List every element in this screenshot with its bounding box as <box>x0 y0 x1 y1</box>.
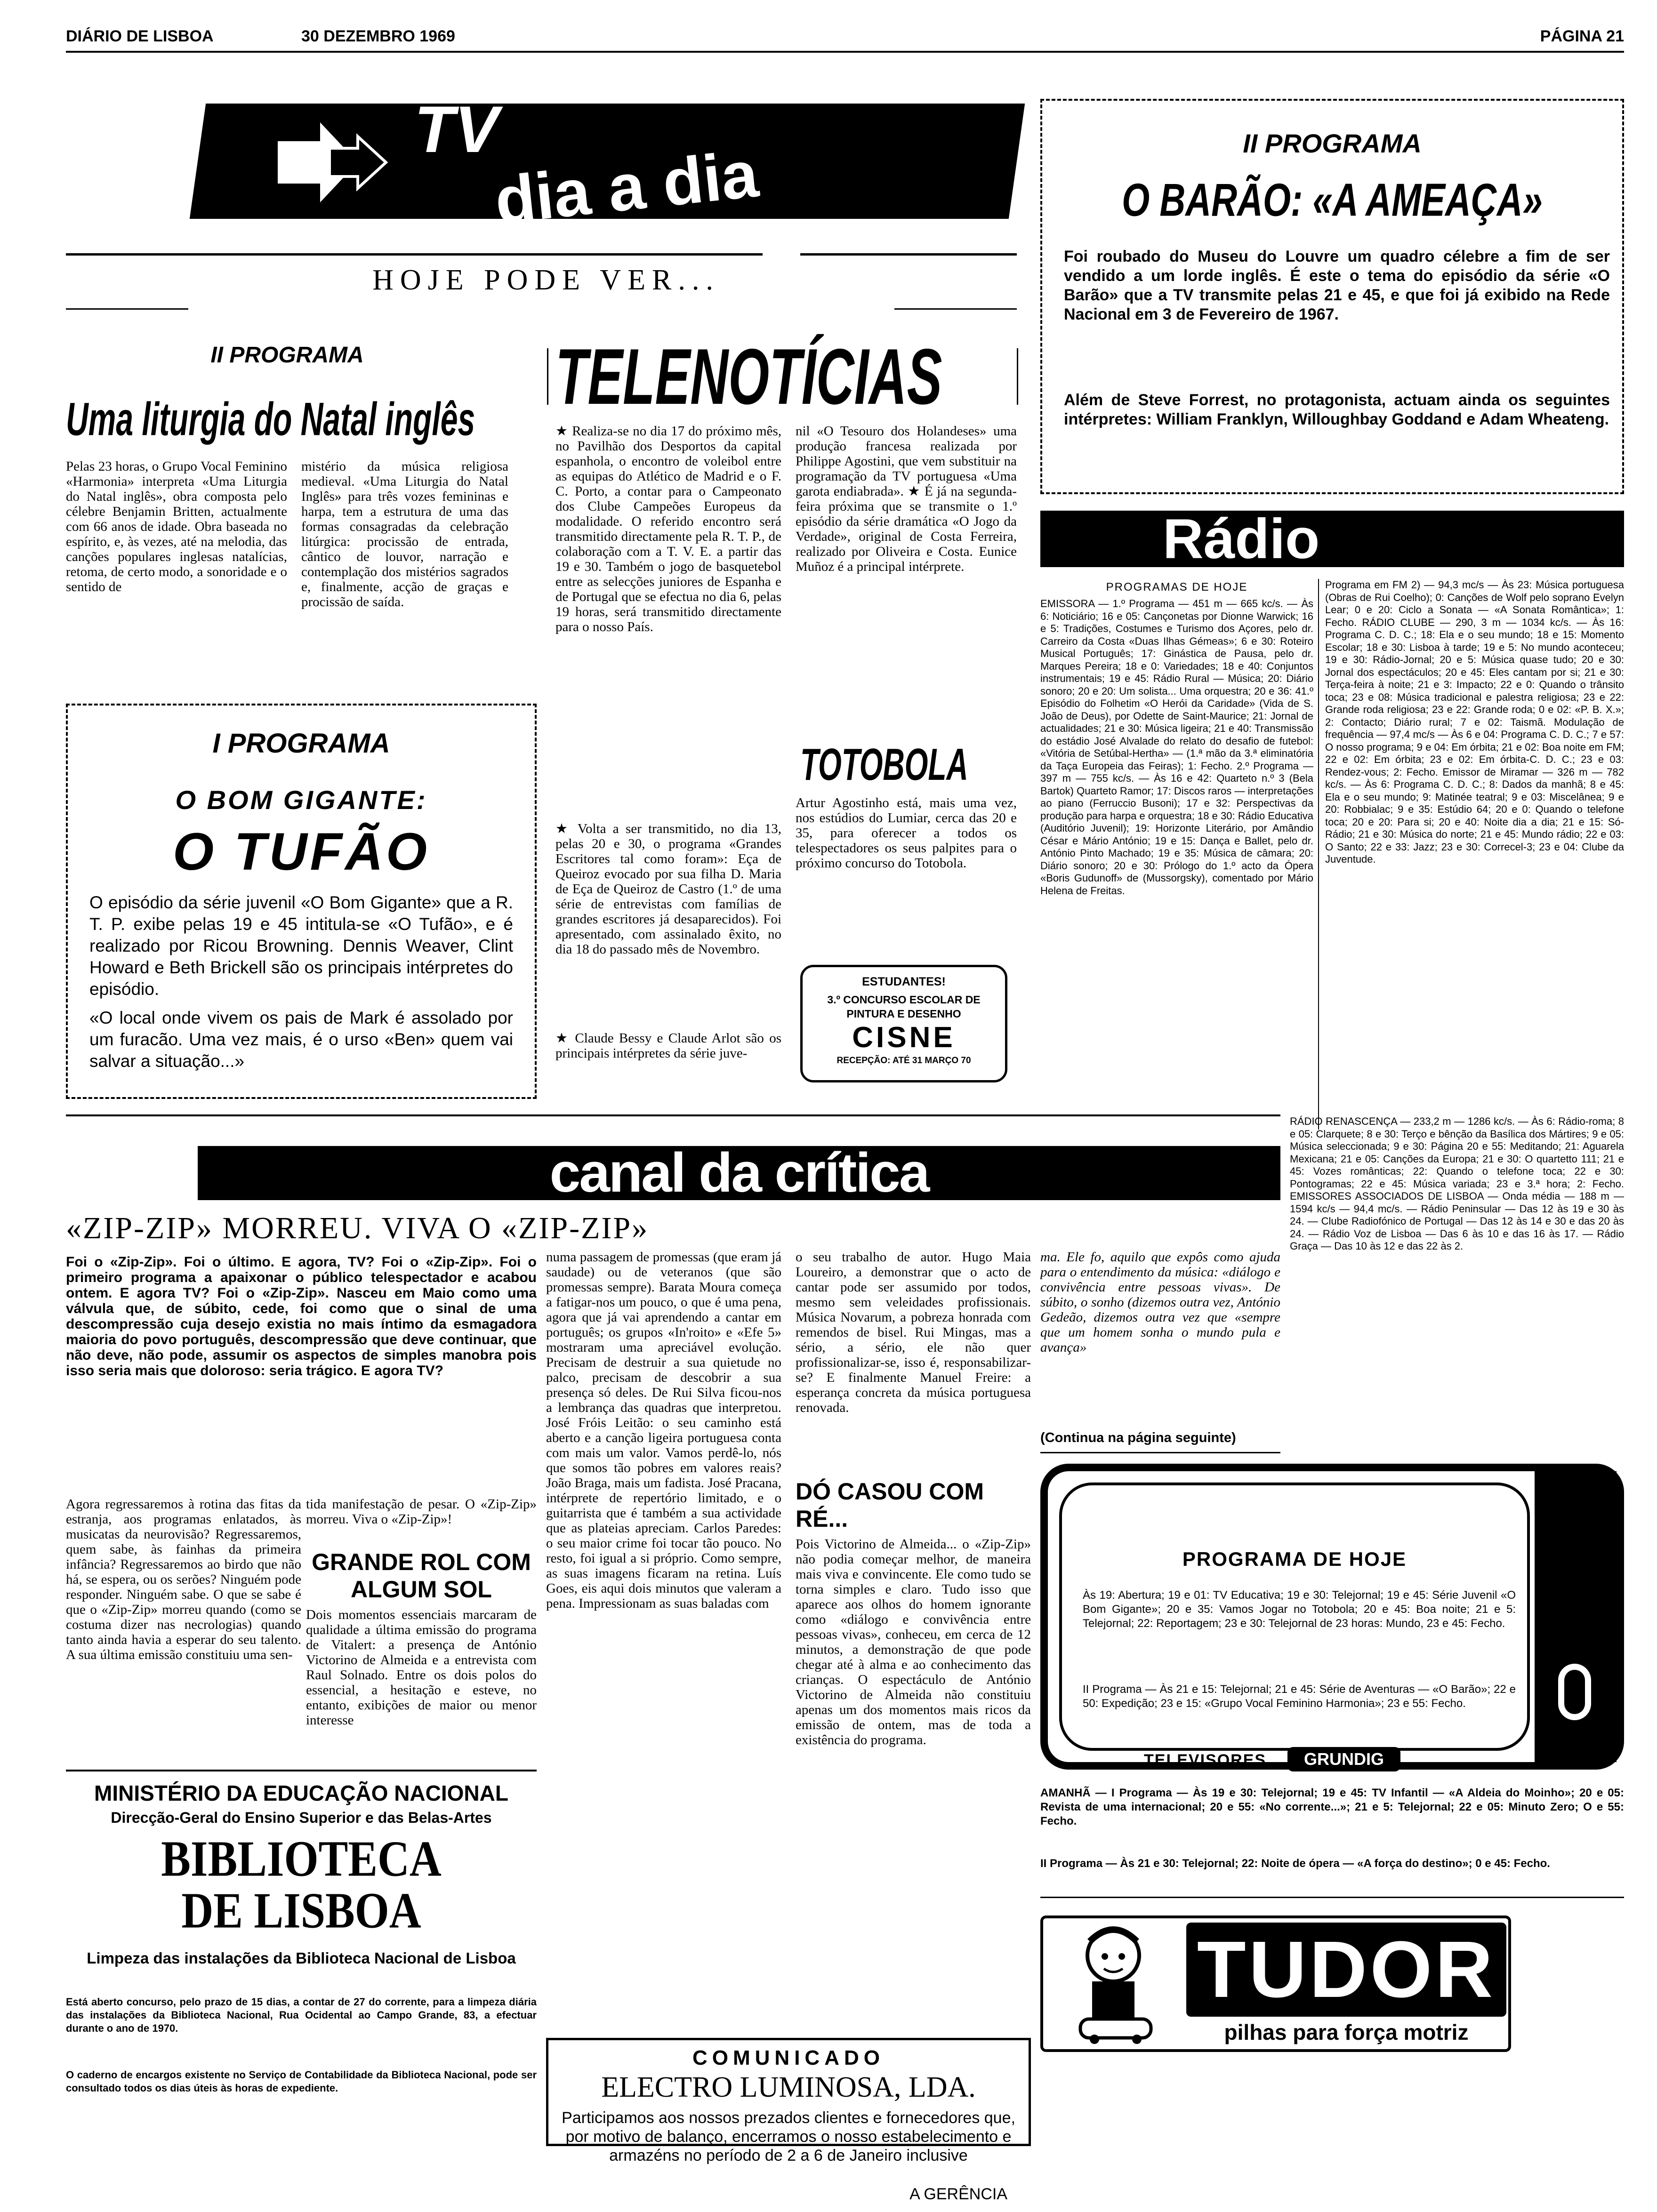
radio-subtitle: PROGRAMAS DE HOJE <box>1106 581 1248 593</box>
ministerio-line1: MINISTÉRIO DA EDUCAÇÃO NACIONAL <box>94 1781 508 1805</box>
canal-critica-col3: numa passagem de promessas (que eram já saudade) ou de veteranos (que são promessas sempre). Barata Moura começa a fatigar-nos um pouco, o que é uma pena, agora que já vai aprendendo a cantar em português; os grupos «In'roito» e «Efe 5» mostraram uma apreciável evolução. Precisam de destruir a sua quietude no palco, precisam de descobrir a sua presença só deles. De Rui Silva ficou-nos a lembrança das quadras que interpretou. José Fróis Leitão: o seu caminho está aberto e a canção ligeira portuguesa conta com mais um valor. Vamos perdê-lo, nós que somos tão pobres em valores reais? João Braga, mais um fadista. José Pracana, intérprete de repertório limitado, e o guitarrista que é também a sua actividade que as plateias apreciam. Carlos Paredes: o seu maior crime foi tocar tão pouco. No resto, foi igual a si próprio. Como sempre, as suas imagens ficaram na retina. Luís Goes, eis aqui dois minutos que valeram a pena. Impressionam as suas baladas com <box>546 1250 781 1611</box>
totobola-text: Artur Agostinho está, mais uma vez, nos estúdios do Lumiar, cerca das 20 e 35, para oferecer a todos os telespectadores os seus palpites para o próximo concurso do Totobola. <box>796 795 1017 871</box>
telenoticias-col2: nil «O Tesouro dos Holandeses» uma produção francesa realizada por Philippe Agostini, que vem substituir na programação da TV portuguesa «Uma garota endiabrada». ★ É já na segunda-feira próxima que se transmite o 1.º episódio da série dramática «O Jogo da Verdade», original de Costa Ferreira, realizado por Oliveira e Costa. Eunice Muñoz é a principal intérprete. <box>796 424 1017 574</box>
tv-knob-icon <box>1556 1661 1593 1723</box>
liturgia-kicker: II PROGRAMA <box>210 343 364 368</box>
bom-gigante-title: O TUFÃO <box>173 822 430 881</box>
cisne-line3: RECEPÇÃO: ATÉ 31 MARÇO 70 <box>837 1056 971 1066</box>
section-heading-hoje: HOJE PODE VER... <box>372 264 720 296</box>
radio-col2: Programa em FM 2) — 94,3 mc/s — Às 23: Música portuguesa (Obras de Rui Coelho); 0: Canções de Wolf pelo soprano Evelyn Lear; 0 e 20: Ciclo a Sonata — «A Sonata Romântica»; 1: Fecho. RÁDIO CLUBE — 290, 3 m — 1034 kc/s. — Às 16: Programa C. D. C.; 18: Ela e o seu mundo; 18 e 15: Momento Escolar; 18 e 30: Lisboa à tarde; 19 e 5: No mundo aconteceu; 19 e 30: Rádio-Jornal; 20 e 5: Música quase tudo; 20 e 30: Jornal dos espectáculos; 20 e 45: Eles cantam por si; 21 e 30: Terça-feira à noite; 21 e 3: Impacto; 22 e 0: Quando o trânsito toca; 23 e 08: Música tradicional e palestra religiosa; 23 e 22: Grande roda religiosa; 23 e 22: Grande roda; 0 e 02: «P. B. X.»; 2: Contacto; Diário rural; 7 e 02: Taismã. Modulação de frequência — 97,4 mc/s — Às 6 e 04: Programa C. D. C.; 7 e 57: O nosso programa; 9 e 04: Em órbita; 21 e 02: Boa noite em FM; 22 e 02: Em órbita; 23 e 02: Em órbita-C. D. C.; 23 e 03: Rendez-vous; 2: Fecho. Emissor de Miramar — 326 m — 782 kc/s. — Às 6: Programa C. D. C.; 8: Dados da manhã; 8 e 45: Ela e o seu mundo; 9: Matinée teatral; 9 e 03: Miscelânea; 9 e 20: Robbialac; 9 e 35: Estúdio 64; 20 e 0: Quando o telefone toca; 20 e 20: Para si; 20 e 40: Noite dia a dia; 21 e 15: Só-Rádio; 21 e 30: Música do norte; 21 e 45: Mundo rádio; 22 e 03: O Santo; 22 e 33: Jazz; 23 e 30: Correcel-3; 23 e 04: Clube da Juventude. <box>1325 579 1624 865</box>
canal-critica-banner-text: canal da crítica <box>549 1142 929 1204</box>
canal-critica-title: «ZIP-ZIP» MORREU. VIVA O «ZIP-ZIP» <box>66 1211 649 1245</box>
barao-title <box>1050 174 1615 235</box>
liturgia-col2: mistério da música religiosa medieval. «Uma Liturgia do Natal Inglês» para três vozes femininas e harpa, tem a estrutura de uma das formas consagradas da celebração litúrgica: procissão de entrada, cântico de louvor, narração e contemplação dos mistérios sagrados e, finalmente, acção de graças e procissão de saída. <box>301 459 508 609</box>
newspaper-name: DIÁRIO DE LISBOA <box>66 27 214 45</box>
barao-p1: Foi roubado do Museu do Louvre um quadro célebre a fim de ser vendido a um lorde inglês. É este o tema do episódio da série «O Barão» que a TV transmite pelas 21 e 45, e que foi já exibido na Rede Nacional em 3 de Fevereiro de 1967. <box>1064 248 1610 323</box>
canal-critica-col1a: Agora regressaremos à rotina das fitas da estranja, aos programas enlatados, às musicatas da neurovisão? Regressaremos, quem sabe, às fainhas da primeira infância? Regressaremos ao birdo que não há, se espera, ou os serões? Ninguém pode responder. Ninguém sabe. O que se sabe é que o «Zip-Zip» morreu quando (como se costuma dizer nas necrologias) quando tanto ainda havia a esperar do seu talento. A sua última emissão constituiu uma sen- <box>66 1497 301 1662</box>
programa-hoje-text1: Às 19: Abertura; 19 e 01: TV Educativa; 19 e 30: Telejornal; 19 e 45: Série Juvenil «O Bom Gigante»; 20 e 35: Vamos Jogar no Totobola; 20 e 45: Boa noite; 21 e 5: Telejornal; 22: Reportagem; 23 e 30: Telejornal de 23 horas: Mundo, 23 e 45: Fecho. <box>1083 1589 1516 1630</box>
comunicado-sign: A GERÊNCIA <box>909 2185 1007 2203</box>
canal-critica-col5: ma. Ele fo, aquilo que expôs como ajuda para o entendimento da música: «diálogo e convivência entre pessoas vivas». De súbito, o sonho (dizemos outra vez, António Gedeão, dizemos outra vez que «sempre que um homem sonha o mundo pula e avança» <box>1040 1250 1280 1355</box>
grundig-brand: GRUNDIG <box>1287 1747 1400 1771</box>
amanha-text1: AMANHÃ — I Programa — Às 19 e 30: Telejornal; 19 e 45: TV Infantil — «A Aldeia do Moinho»; 20 e 05: Revista de uma internacional; 20 e 55: «No corrente...»; 21 e 5: Telejornal; 22 e 05: Minuto Zero; O e 55: Fecho. <box>1040 1787 1624 1827</box>
barao-p2: Além de Steve Forrest, no protagonista, actuam ainda os seguintes intérpretes: William Franklyn, Willoughbay Goddand e Adam Wheateng. <box>1064 391 1610 428</box>
canal-critica-col4b: Pois Victorino de Almeida... o «Zip-Zip» não podia começar melhor, de maneira mais viva e convincente. Ele como tudo se torna simples e claro. Tudo isso que aparece aos olhos do homem ignorante como «diálogo e convivência entre pessoas vivas», conheceu, em cerca de 12 minutos, a demonstração de que pode chegar até à alma e ao conhecimento das crianças. O espectáculo de António Victorino de Almeida não constituiu apenas um dos momentos mais ricos da emissão de ontem, mas de toda a existência do programa. <box>796 1537 1031 1747</box>
comunicado-title: COMUNICADO <box>692 2046 885 2069</box>
ministerio-line5: Limpeza das instalações da Biblioteca Nacional de Lisboa <box>87 1949 516 1967</box>
bom-gigante-kicker: I PROGRAMA <box>212 728 390 759</box>
radio-col2b: RÁDIO RENASCENÇA — 233,2 m — 1286 kc/s. — Às 6: Rádio-roma; 8 e 05: Clarquete; 8 e 30: Terço e bênção da Basílica dos Mártires; 9 e 05: Música seleccionada; 9 e 30: Página 20 e 55: Meditando; 21: Aguarela Mexicana; 21 e 05: Canções da Europa; 21 e 30: O quartetto 111; 21 e 45: Vozes românticas; 22: Quando o telefone toca; 22 e 30: Pontogramas; 22 e 45: Música variada; 23 e 3.ª hora; 2: Fecho. EMISSORES ASSOCIADOS DE LISBOA — Onda média — 188 m — 1594 kc/s — 94,4 mc/s. — Rádio Peninsular — Das 12 às 19 e 30 às 24. — Clube Radiofónico de Portugal — Das 12 às 14 e 30 e das 20 às 24. — Rádio Voz de Lisboa — Das 6 às 10 e das 16 às 17. — Rádio Graça — Das 10 às 12 e das 22 às 2. <box>1290 1115 1624 1252</box>
bom-gigante-p1: O episódio da série juvenil «O Bom Gigante» que a R. T. P. exibe pelas 19 e 45 intitula-se «O Tufão», e é realizado por Ricou Browning. Dennis Weaver, Clint Howard e Beth Brickell são os principais intérpretes do episódio. <box>89 893 513 999</box>
tv-arrow-icon <box>278 122 391 202</box>
cisne-line1: ESTUDANTES! <box>862 975 946 988</box>
telenoticias-title-text: TELENOTÍCIAS <box>555 332 942 421</box>
canal-critica-continua: (Continua na página seguinte) <box>1040 1430 1236 1445</box>
bom-gigante-sub: O BOM GIGANTE: <box>175 785 427 815</box>
canal-critica-col2a: tida manifestação de pesar. O «Zip-Zip» morreu. Viva o «Zip-Zip»! <box>306 1497 537 1527</box>
tv-logo: TV <box>414 94 499 165</box>
tudor-brand: TUDOR <box>1197 1925 1496 2014</box>
telenoticias-title <box>555 332 1007 431</box>
comunicado-text: Participamos aos nossos prezados clientes e fornecedores que, por motivo de balanço, encerramos o nosso estabelecimento e armazéns no período de 2 a 6 de Janeiro inclusive <box>562 2109 1015 2164</box>
comunicado-company: ELECTRO LUMINOSA, LDA. <box>601 2071 976 2103</box>
bom-gigante-p2: «O local onde vivem os pais de Mark é assolado por um furacão. Uma vez mais, é o urso «Ben» quem vai salvar a situação...» <box>89 1008 513 1071</box>
ministerio-line4: DE LISBOA <box>181 1883 421 1939</box>
ministerio-p1: Está aberto concurso, pelo prazo de 15 dias, a contar de 27 do corrente, para a limpeza diária das instalações da Biblioteca Nacional, Rua Ocidental ao Campo Grande, 83, a efectuar durante o ano de 1970. <box>66 1996 537 2034</box>
cisne-brand: CISNE <box>852 1021 956 1054</box>
totobola-title-text: TOTOBOLA <box>800 739 968 790</box>
canal-critica-col2b: Dois momentos essenciais marcaram de qualidade a última emissão do programa de Vitalert: a presença de António Victorino de Almeida e a entrevista com Raul Solnado. Entre os dois polos do essencial, a hesitação e esteve, no entanto, exibições de maior ou menor interesse <box>306 1607 537 1728</box>
barao-title-text: O BARÃO: «A AMEAÇA» <box>1122 174 1543 226</box>
tudor-child-illustration <box>1047 1923 1179 2045</box>
radio-title: Rádio <box>1163 508 1320 569</box>
canal-critica-lead: Foi o «Zip-Zip». Foi o último. E agora, TV? Foi o «Zip-Zip». Foi o primeiro programa a apaixonar o público telespectador e acabou ontem. E agora TV? Foi o «Zip-Zip». Nasceu em Maio como uma válvula que, de súbito, cede, foi como que o sinal de uma descompressão cuja desejo existia no mais íntimo da esmagadora maioria do povo português, descompressão que deve continuar, que não deve, não pode, assumir os aspectos de simples manobra pois isso seria mais que doloroso: seria trágico. E agora TV? <box>66 1254 537 1378</box>
totobola-title <box>800 739 1012 791</box>
amanha-text2: II Programa — Às 21 e 30: Telejornal; 22: Noite de ópera — «A força do destino»; 0 e 45: Fecho. <box>1040 1857 1550 1870</box>
liturgia-col1: Pelas 23 horas, o Grupo Vocal Feminino «Harmonia» interpreta «Uma Liturgia do Natal inglês», obra composta pelo célebre Benjamin Britten, actualmente com 66 anos de idade. Obra baseada no espírito, e, às vezes, até na melodia, das canções populares inglesas natalícias, retoma, de certo modo, a sonoridade e o sentido de <box>66 459 287 594</box>
tudor-slogan: pilhas para força motriz <box>1224 2020 1469 2044</box>
cisne-line2: 3.º CONCURSO ESCOLAR DE PINTURA E DESENHO <box>827 994 981 1020</box>
cisne-ad <box>800 965 1007 1082</box>
radio-col1: EMISSORA — 1.º Programa — 451 m — 665 kc/s. — Às 6: Noticiário; 16 e 05: Cançonetas por Dionne Warwick; 16 e 5: Tradições, Costumes e Turismo dos Açores, pelo dr. Carreiro da Costa «Duas Ilhas Gémeas»; 6 e 30: Roteiro Musical Português; 17: Ginástica de Pausa, pelo dr. Marques Pereira; 18 e 0: Variedades; 18 e 40: Conjuntos instrumentais; 19 e 45: Rádio Rural — Música; 20: Diário sonoro; 20 e 20: Um solista... Uma orquestra; 20 e 36: 41.º Episódio do Folhetim «O Herói da Caridade» (Vida de S. João de Deus), por Odette de Saint-Maurice; 21: Jornal de actualidades; 21 e 30: Música ligeira; 21 e 40: Transmissão do estádio José Alvalade do relato do desafio de futebol: «Vitória de Setúbal-Hertha» — (1.ª mão da 3.ª eliminatória da Taça Europeia das Feiras); 1: Fecho. 2.º Programa — 397 m — 755 kc/s. — Às 16 e 42: Quarteto n.º 3 (Bela Bartok) Quarteto Ramor; 17: Discos raros — interpretações ao piano (Ferruccio Busoni); 17 e 32: Perspectivas da produção para harpa e orquestra; 18 e 30: Rádio Educativa (Auditório Juvenil); 19: Horizonte Literário, por Amândio César e Mário António; 19 e 15: Dança e Ballet, pelo dr. António Pinto Machado; 19 e 35: Música de câmara; 20: Diário sonoro; 20 e 30: Prólogo do 1.º acto da Ópera «Boris Gudunoff» de (Mussorgsky), comentado por Mário Helena de Freitas. <box>1040 598 1313 897</box>
telenoticias-col1c: ★ Claude Bessy e Claude Arlot são os principais intérpretes da série juve- <box>555 1031 781 1061</box>
tv-title: dia a dia <box>491 136 762 238</box>
liturgia-title-text: Uma liturgia do Natal inglês <box>66 393 475 445</box>
ministerio-p2: O caderno de encargos existente no Serviço de Contabilidade da Biblioteca Nacional, pode ser consultado todos os dias úteis às horas de expediente. <box>66 2069 537 2094</box>
canal-critica-col4a: o seu trabalho de autor. Hugo Maia Loureiro, a demonstrar que o acto de cantar pode ser assumido por todos, mesmo sem veleidades profissionais. Música Novarum, a pobreza honrada com remendos de bisel. Rui Mingas, mas a sério, a sério, ele não quer profissionalizar-se, isso é, responsabilizar-se? E finalmente Manuel Freire: a esperança concreta da música portuguesa renovada. <box>796 1250 1031 1415</box>
newspaper-date: 30 DEZEMBRO 1969 <box>301 27 455 45</box>
liturgia-title <box>66 391 537 452</box>
ministerio-line3: BIBLIOTECA <box>161 1831 442 1887</box>
barao-kicker: II PROGRAMA <box>1243 128 1422 158</box>
page-number: PÁGINA 21 <box>1540 27 1624 45</box>
programa-hoje-title: PROGRAMA DE HOJE <box>1182 1548 1407 1570</box>
telenoticias-col1: ★ Realiza-se no dia 17 do próximo mês, no Pavilhão dos Desportos da capital espanhola, o encontro de voleibol entre as equipas do Atlético de Madrid e o F. C. Porto, a contar para o Campeonato dos Clube Campeões Europeus da modalidade. O referido encontro será transmitido directamente pela R. T. P., de colaboração com a T. V. E. a partir das 19 e 30. Também o jogo de basquetebol entre as selecções juniores de Espanha e de Portugal que se efectua no dia 6, pelas 19 horas, será transmitido directamente para o nosso País. <box>555 424 781 634</box>
programa-hoje-text2: II Programa — Às 21 e 15: Telejornal; 21 e 45: Série de Aventuras — «O Barão»; 22 e 50: Expedição; 23 e 15: «Grupo Vocal Feminino Harmonia»; 23 e 55: Fecho. <box>1083 1683 1516 1710</box>
canal-critica-sub1: GRANDE ROL COM ALGUM SOL <box>312 1549 531 1603</box>
telenoticias-col1b: ★ Volta a ser transmitido, no dia 13, pelas 20 e 30, o programa «Grandes Escritores tal como foram»: Eça de Queiroz evocado por sua filha D. Maria de Eça de Queiroz de Castro (1.º de uma série de entrevistas com famílias de grandes escritores já desaparecidos). Foi apresentado, com assinalado êxito, no dia 18 do passado mês de Novembro. <box>555 821 781 957</box>
canal-critica-sub2: DÓ CASOU COM RÉ... <box>796 1478 984 1532</box>
televisores-brand: TELEVISORES <box>1144 1751 1267 1769</box>
ministerio-line2: Direcção-Geral do Ensino Superior e das Belas-Artes <box>111 1809 492 1826</box>
